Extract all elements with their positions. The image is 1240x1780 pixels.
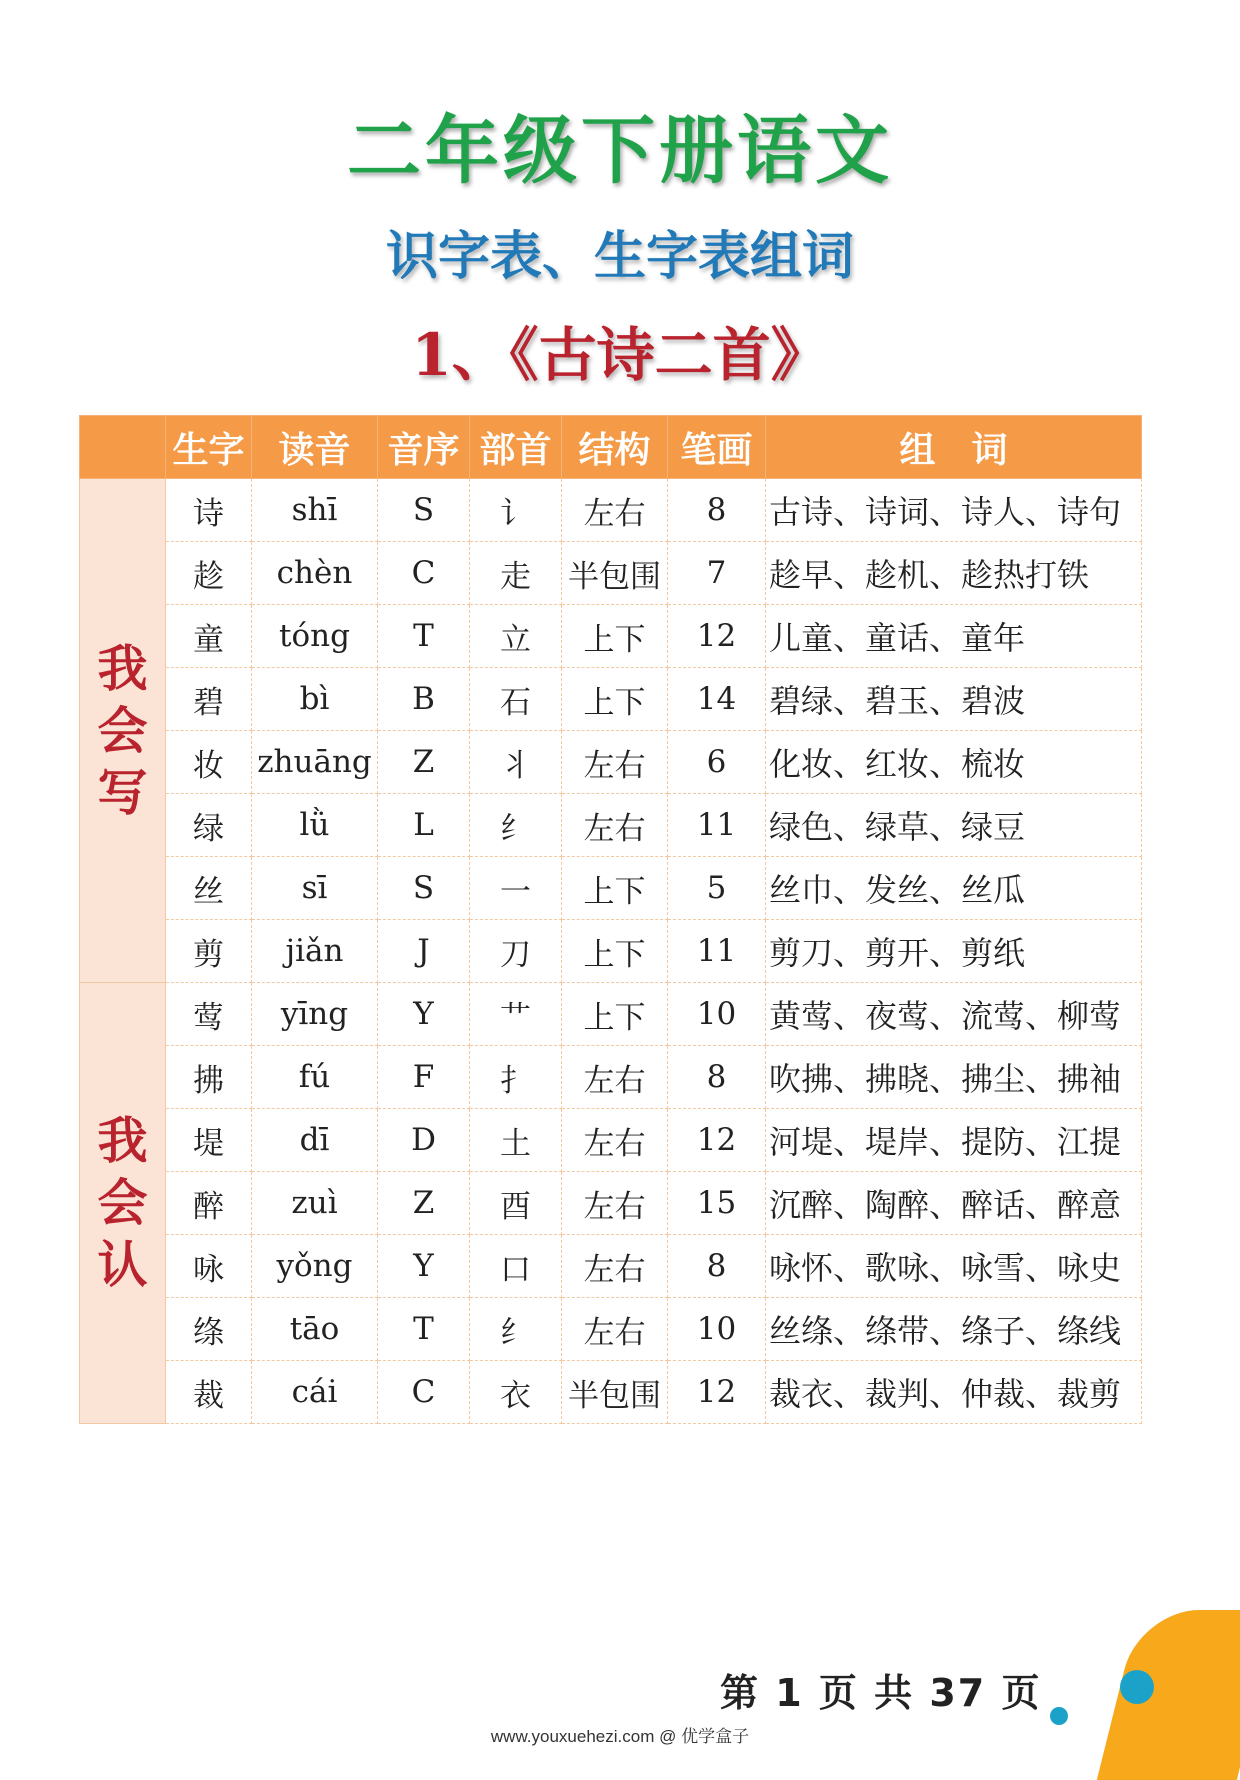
cell-structure: 左右 (562, 794, 668, 857)
cell-pinyin: cái (252, 1361, 378, 1424)
table-row (80, 983, 1142, 1046)
cell-initial: S (378, 857, 470, 920)
group-label-text: 我会认 (97, 1111, 148, 1294)
cell-pinyin: tāo (252, 1298, 378, 1361)
cell-structure: 上下 (562, 668, 668, 731)
cell-pinyin: bì (252, 668, 378, 731)
cell-words: 沉醉、陶醉、醉话、醉意 (766, 1172, 1142, 1235)
cell-char: 醉 (166, 1172, 252, 1235)
table-row (80, 668, 1142, 731)
cell-char: 丝 (166, 857, 252, 920)
cell-radical: 纟 (470, 794, 562, 857)
cell-words: 绿色、绿草、绿豆 (766, 794, 1142, 857)
cell-strokes: 14 (668, 668, 766, 731)
cell-initial: T (378, 1298, 470, 1361)
cell-radical: 石 (470, 668, 562, 731)
header-radical: 部首 (470, 416, 562, 479)
cell-initial: Z (378, 731, 470, 794)
cell-pinyin: dī (252, 1109, 378, 1172)
table-row (80, 542, 1142, 605)
cell-char: 拂 (166, 1046, 252, 1109)
cell-strokes: 12 (668, 1109, 766, 1172)
cell-words: 剪刀、剪开、剪纸 (766, 920, 1142, 983)
table-row (80, 1109, 1142, 1172)
cell-strokes: 11 (668, 920, 766, 983)
cell-words: 化妆、红妆、梳妆 (766, 731, 1142, 794)
cell-pinyin: chèn (252, 542, 378, 605)
cell-structure: 左右 (562, 479, 668, 542)
cell-initial: S (378, 479, 470, 542)
cell-structure: 上下 (562, 857, 668, 920)
header-structure: 结构 (562, 416, 668, 479)
cell-initial: J (378, 920, 470, 983)
cell-char: 碧 (166, 668, 252, 731)
cell-strokes: 10 (668, 1298, 766, 1361)
cell-initial: Y (378, 1235, 470, 1298)
cell-words: 丝绦、绦带、绦子、绦线 (766, 1298, 1142, 1361)
table-row (80, 794, 1142, 857)
cell-initial: T (378, 605, 470, 668)
cell-char: 莺 (166, 983, 252, 1046)
cell-initial: F (378, 1046, 470, 1109)
cell-radical: 艹 (470, 983, 562, 1046)
vocab-table (79, 415, 1142, 1424)
cell-strokes: 7 (668, 542, 766, 605)
page-number: 第 1 页 共 37 页 (720, 1671, 1042, 1715)
cell-structure: 上下 (562, 920, 668, 983)
blue-dot-small (1050, 1707, 1068, 1725)
header-words: 组 词 (766, 416, 1142, 479)
table-row (80, 1235, 1142, 1298)
cell-radical: 丬 (470, 731, 562, 794)
cell-initial: B (378, 668, 470, 731)
table-row (80, 857, 1142, 920)
cell-char: 裁 (166, 1361, 252, 1424)
cell-words: 趁早、趁机、趁热打铁 (766, 542, 1142, 605)
table-row (80, 1172, 1142, 1235)
header-strokes: 笔画 (668, 416, 766, 479)
cell-strokes: 6 (668, 731, 766, 794)
cell-radical: 讠 (470, 479, 562, 542)
cell-words: 吹拂、拂晓、拂尘、拂袖 (766, 1046, 1142, 1109)
cell-structure: 上下 (562, 605, 668, 668)
cell-radical: 扌 (470, 1046, 562, 1109)
table-row (80, 479, 1142, 542)
cell-radical: 酉 (470, 1172, 562, 1235)
cell-initial: Y (378, 983, 470, 1046)
cell-pinyin: tóng (252, 605, 378, 668)
cell-strokes: 5 (668, 857, 766, 920)
page-subtitle: 识字表、生字表组词 (385, 227, 854, 287)
cell-initial: C (378, 542, 470, 605)
cell-pinyin: fú (252, 1046, 378, 1109)
cell-radical: 纟 (470, 1298, 562, 1361)
cell-initial: L (378, 794, 470, 857)
cell-words: 碧绿、碧玉、碧波 (766, 668, 1142, 731)
cell-words: 古诗、诗词、诗人、诗句 (766, 479, 1142, 542)
cell-structure: 左右 (562, 1046, 668, 1109)
cell-char: 剪 (166, 920, 252, 983)
table-row (80, 731, 1142, 794)
cell-structure: 半包围 (562, 1361, 668, 1424)
header-char: 生字 (166, 416, 252, 479)
group-label-text: 我会写 (97, 638, 148, 822)
cell-words: 裁衣、裁判、仲裁、裁剪 (766, 1361, 1142, 1424)
cell-radical: 衣 (470, 1361, 562, 1424)
cell-char: 诗 (166, 479, 252, 542)
cell-pinyin: zuì (252, 1172, 378, 1235)
cell-structure: 左右 (562, 731, 668, 794)
cell-radical: 刀 (470, 920, 562, 983)
cell-words: 河堤、堤岸、提防、江提 (766, 1109, 1142, 1172)
cell-strokes: 8 (668, 1046, 766, 1109)
cell-pinyin: zhuāng (252, 731, 378, 794)
cell-words: 咏怀、歌咏、咏雪、咏史 (766, 1235, 1142, 1298)
cell-char: 趁 (166, 542, 252, 605)
page-title: 二年级下册语文 (347, 108, 893, 194)
group-label-0 (80, 479, 166, 983)
cell-structure: 上下 (562, 983, 668, 1046)
cell-pinyin: yǒng (252, 1235, 378, 1298)
cell-strokes: 11 (668, 794, 766, 857)
table-row (80, 920, 1142, 983)
cell-pinyin: jiǎn (252, 920, 378, 983)
cell-radical: 土 (470, 1109, 562, 1172)
cell-radical: 立 (470, 605, 562, 668)
cell-initial: Z (378, 1172, 470, 1235)
cell-structure: 左右 (562, 1235, 668, 1298)
orange-corner-shape (1097, 1610, 1240, 1780)
cell-char: 绦 (166, 1298, 252, 1361)
table-row (80, 605, 1142, 668)
table-row (80, 1298, 1142, 1361)
cell-words: 黄莺、夜莺、流莺、柳莺 (766, 983, 1142, 1046)
table-row (80, 1361, 1142, 1424)
cell-initial: D (378, 1109, 470, 1172)
cell-initial: C (378, 1361, 470, 1424)
cell-pinyin: lǜ (252, 794, 378, 857)
cell-strokes: 12 (668, 605, 766, 668)
cell-strokes: 12 (668, 1361, 766, 1424)
cell-radical: 走 (470, 542, 562, 605)
cell-words: 丝巾、发丝、丝瓜 (766, 857, 1142, 920)
cell-radical: 口 (470, 1235, 562, 1298)
cell-strokes: 10 (668, 983, 766, 1046)
cell-structure: 左右 (562, 1172, 668, 1235)
footer-watermark: www.youxuehezi.com @ 优学盒子 (490, 1727, 750, 1746)
cell-radical: 一 (470, 857, 562, 920)
header-initial: 音序 (378, 416, 470, 479)
cell-pinyin: yīng (252, 983, 378, 1046)
cell-structure: 左右 (562, 1109, 668, 1172)
cell-words: 儿童、童话、童年 (766, 605, 1142, 668)
cell-pinyin: shī (252, 479, 378, 542)
cell-char: 绿 (166, 794, 252, 857)
header-blank (80, 416, 166, 479)
lesson-title: 1、《古诗二首》 (411, 321, 829, 389)
cell-structure: 左右 (562, 1298, 668, 1361)
cell-char: 堤 (166, 1109, 252, 1172)
table-row (80, 1046, 1142, 1109)
cell-char: 童 (166, 605, 252, 668)
cell-char: 妆 (166, 731, 252, 794)
header-pinyin: 读音 (252, 416, 378, 479)
cell-pinyin: sī (252, 857, 378, 920)
group-label-1 (80, 983, 166, 1424)
table-header-row (80, 416, 1142, 479)
cell-char: 咏 (166, 1235, 252, 1298)
cell-strokes: 8 (668, 1235, 766, 1298)
blue-dot-large (1120, 1670, 1154, 1704)
cell-structure: 半包围 (562, 542, 668, 605)
cell-strokes: 8 (668, 479, 766, 542)
cell-strokes: 15 (668, 1172, 766, 1235)
